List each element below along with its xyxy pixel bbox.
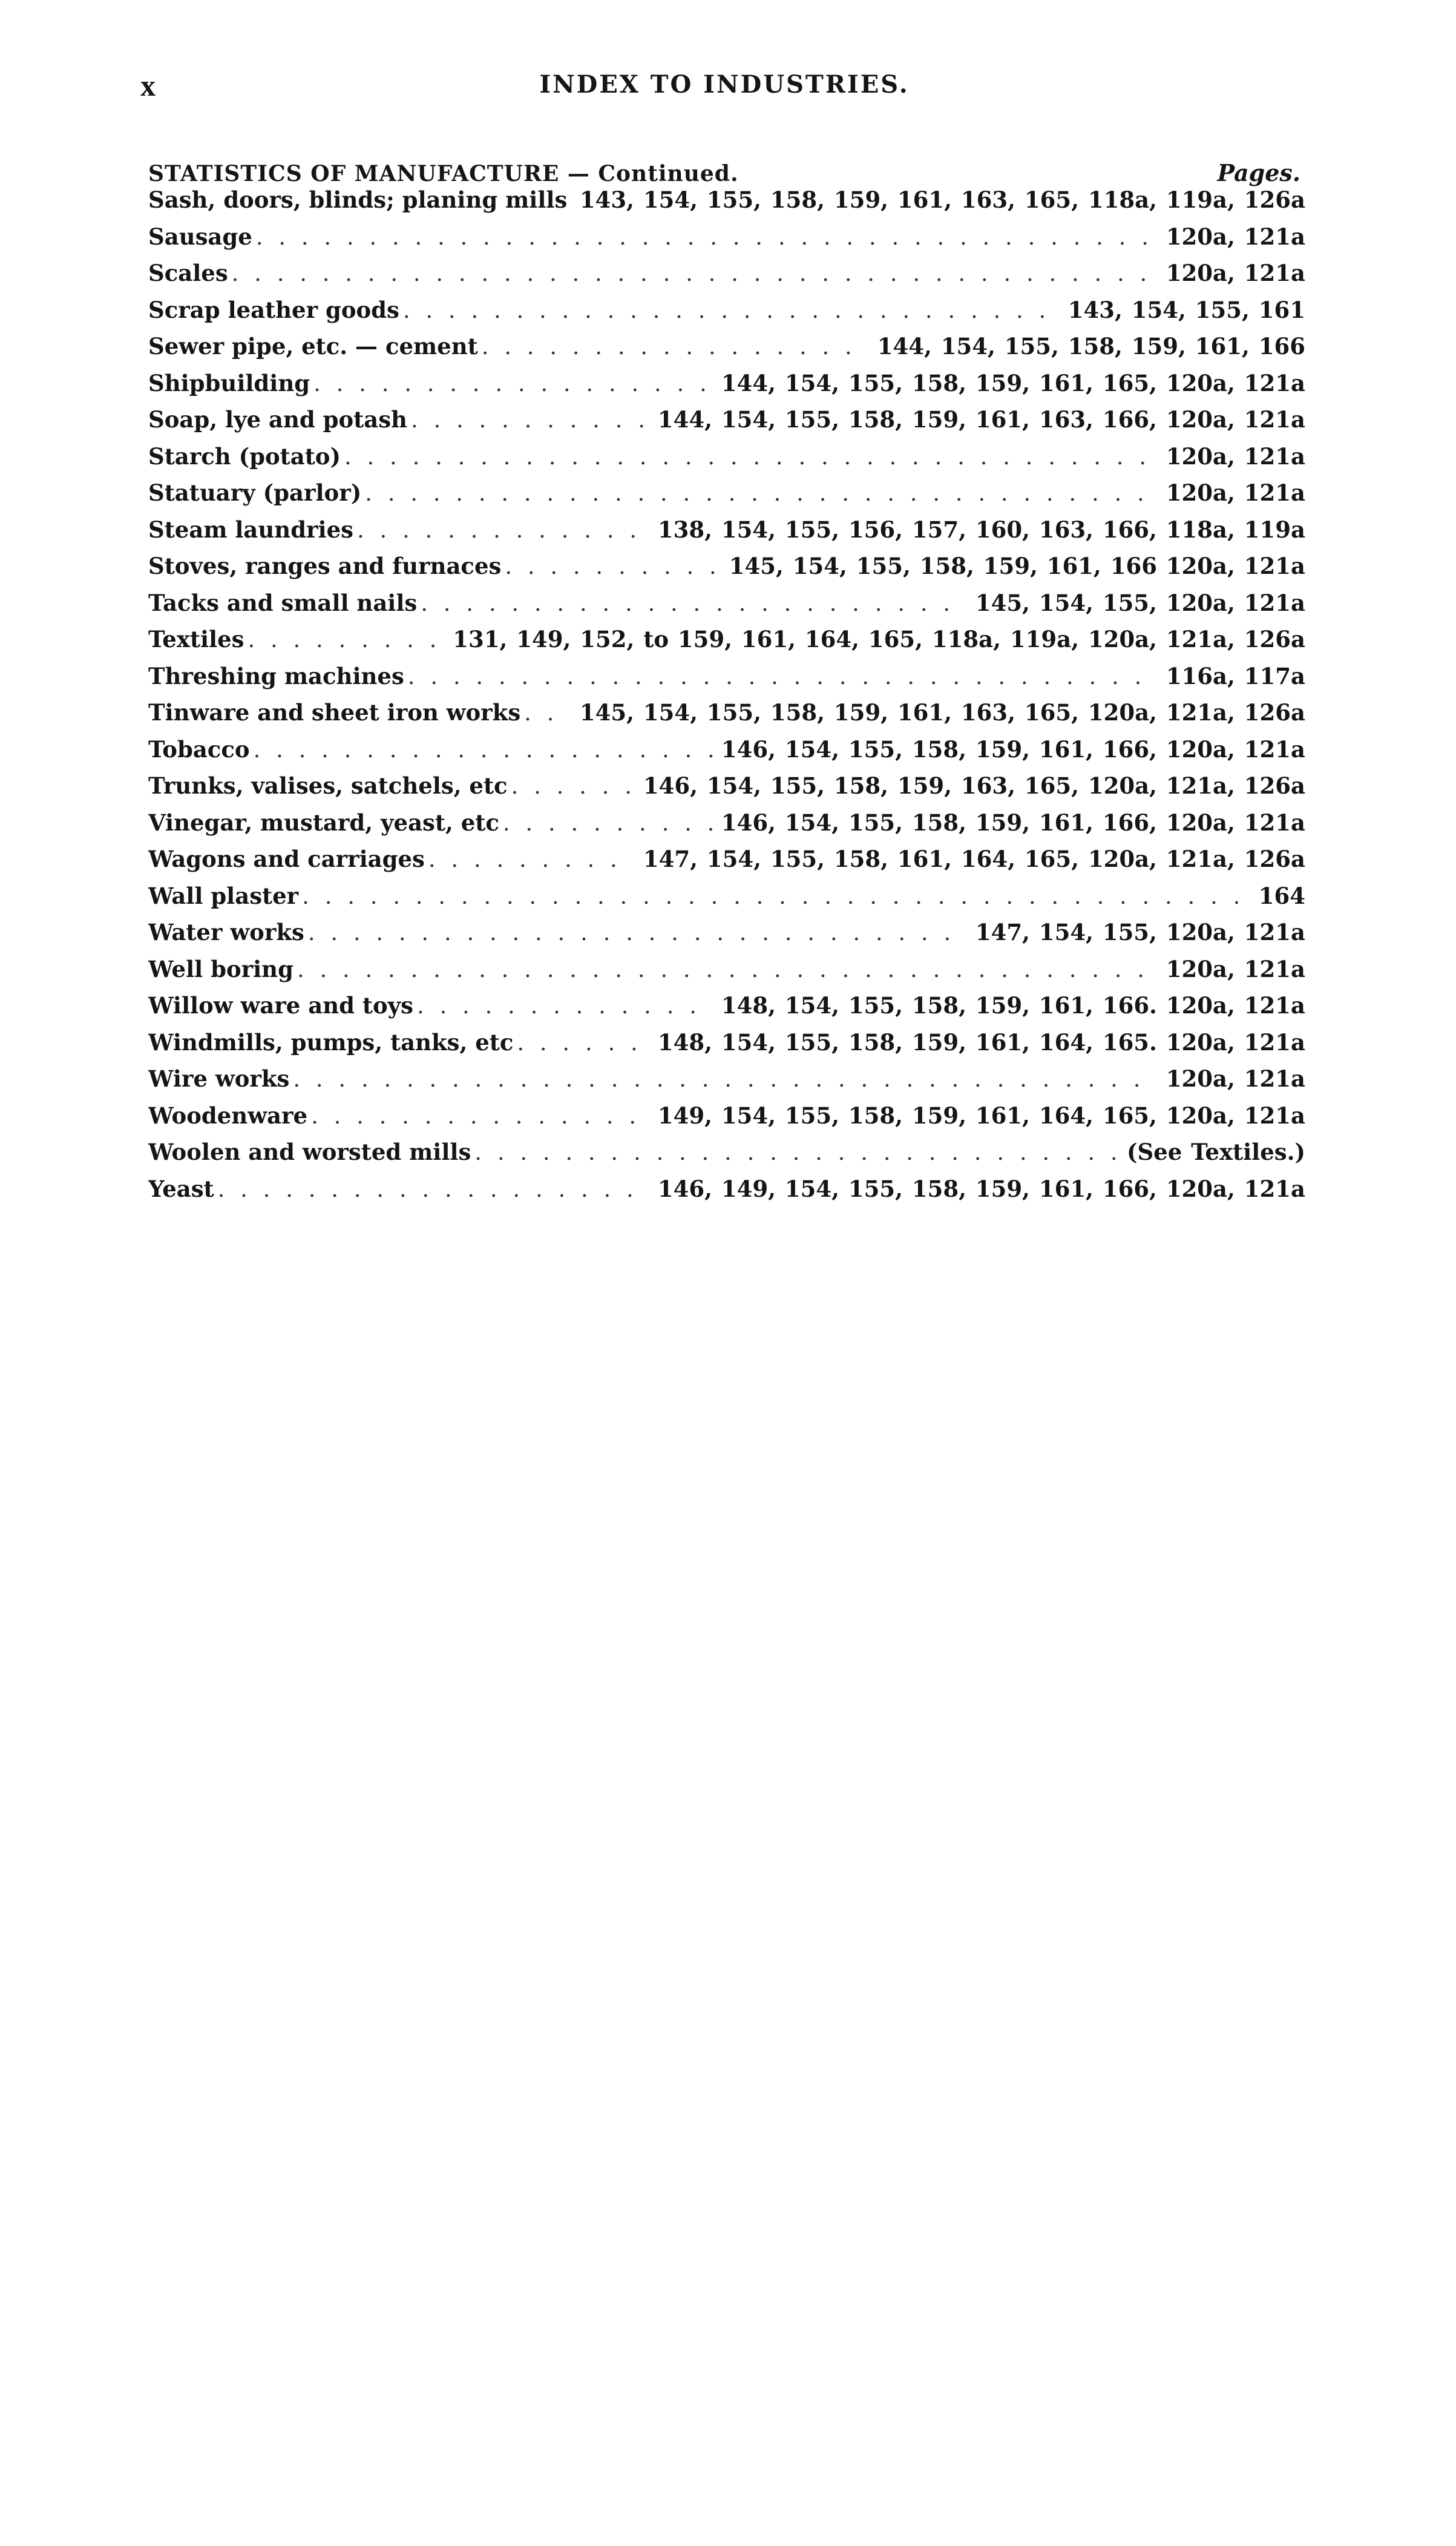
index-entry	[148, 260, 1305, 297]
index-entry	[148, 186, 1305, 223]
index-section	[148, 151, 1305, 1212]
index-entry	[148, 370, 1305, 407]
entry-term: Scrap leather goods	[148, 296, 399, 323]
entry-term: Sausage	[148, 223, 252, 250]
dot-leader	[311, 1103, 649, 1129]
index-entry	[148, 663, 1305, 700]
entry-term: Woolen and worsted mills	[148, 1139, 471, 1165]
entry-term: Sash, doors, blinds; planing mills	[148, 186, 568, 213]
entry-term: Woodenware	[148, 1102, 308, 1129]
entry-term: Wire works	[148, 1065, 290, 1092]
entry-term: Trunks, valises, satchels, etc	[148, 772, 508, 799]
index-entry	[148, 297, 1305, 334]
entry-pages: 143, 154, 155, 161	[1067, 296, 1305, 323]
index-entry	[148, 919, 1305, 956]
entry-pages: 146, 149, 154, 155, 158, 159, 161, 166, 120a, 121a	[657, 1175, 1305, 1202]
dot-leader	[503, 810, 713, 836]
dot-leader	[254, 737, 713, 763]
entry-term: Sewer pipe, etc. — cement	[148, 333, 478, 360]
entry-pages: 144, 154, 155, 158, 159, 161, 163, 166, 120a, 121a	[657, 406, 1305, 433]
index-entry	[148, 1102, 1305, 1139]
entry-term: Willow ware and toys	[148, 992, 413, 1019]
index-entry	[148, 736, 1305, 773]
entry-term: Tobacco	[148, 735, 250, 763]
entry-term: Vinegar, mustard, yeast, etc	[148, 809, 499, 836]
entry-term: Scales	[148, 260, 228, 286]
index-entry	[148, 590, 1305, 627]
entry-term: Water works	[148, 919, 304, 946]
dot-leader	[297, 956, 1158, 982]
index-entry	[148, 516, 1305, 553]
entry-pages: 120a, 121a	[1166, 479, 1305, 506]
index-entry	[148, 443, 1305, 480]
dot-leader	[232, 260, 1158, 286]
index-entry	[148, 1176, 1305, 1212]
entry-pages: 120a, 121a	[1166, 955, 1305, 982]
index-entry	[148, 1029, 1305, 1066]
entry-term: Wall plaster	[148, 882, 299, 909]
entry-pages: 145, 154, 155, 120a, 121a	[975, 589, 1305, 616]
index-entry	[148, 1065, 1305, 1102]
pages-column-label: Pages.	[1217, 159, 1300, 186]
dot-leader	[302, 883, 1250, 909]
entry-term: Starch (potato)	[148, 442, 341, 470]
dot-leader	[505, 553, 720, 579]
index-entry	[148, 479, 1305, 516]
entry-pages: 143, 154, 155, 158, 159, 161, 163, 165, 118a, 119a, 126a	[579, 186, 1305, 213]
entry-pages: 138, 154, 155, 156, 157, 160, 163, 166, 118a, 119a	[657, 516, 1305, 543]
entry-pages: 120a, 121a	[1166, 442, 1305, 470]
index-entry	[148, 883, 1305, 919]
entry-pages: 144, 154, 155, 158, 159, 161, 166	[877, 333, 1305, 360]
entry-pages: 147, 154, 155, 120a, 121a	[975, 919, 1305, 946]
dot-leader	[357, 517, 649, 543]
entry-pages: (See Textiles.)	[1126, 1139, 1305, 1165]
dot-leader	[417, 993, 713, 1019]
index-entry	[148, 772, 1305, 809]
entry-term: Well boring	[148, 955, 293, 982]
dot-leader	[428, 846, 635, 872]
entry-pages: 147, 154, 155, 158, 161, 164, 165, 120a, 121a, 126a	[643, 846, 1305, 872]
dot-leader	[524, 700, 571, 726]
dot-leader	[365, 480, 1158, 506]
index-entry	[148, 1139, 1305, 1176]
entry-pages: 116a, 117a	[1166, 662, 1305, 689]
index-entry	[148, 956, 1305, 993]
index-entry	[148, 809, 1305, 846]
dot-leader	[308, 919, 967, 946]
dot-leader	[511, 773, 635, 799]
dot-leader	[344, 444, 1158, 470]
page-header	[140, 68, 1308, 111]
page-title: INDEX TO INDUSTRIES.	[539, 70, 910, 99]
dot-leader	[517, 1030, 649, 1056]
dot-leader	[403, 297, 1060, 323]
entry-pages: 120a, 121a	[1166, 260, 1305, 286]
index-entry	[148, 626, 1305, 663]
entry-pages: 164	[1258, 882, 1305, 909]
entry-term: Steam laundries	[148, 516, 353, 543]
index-entry	[148, 406, 1305, 443]
entry-term: Statuary (parlor)	[148, 479, 362, 506]
entry-term: Wagons and carriages	[148, 846, 425, 872]
entry-pages: 146, 154, 155, 158, 159, 163, 165, 120a, 121a, 126a	[643, 772, 1305, 799]
entry-pages: 145, 154, 155, 158, 159, 161, 163, 165, 120a, 121a, 126a	[579, 699, 1305, 726]
entry-term: Soap, lye and potash	[148, 406, 407, 433]
dot-leader	[474, 1139, 1118, 1165]
dot-leader	[256, 224, 1158, 250]
section-heading	[148, 151, 1305, 186]
entry-term: Textiles	[148, 626, 244, 653]
entry-term: Windmills, pumps, tanks, etc	[148, 1028, 514, 1056]
dot-leader	[411, 407, 649, 433]
entry-pages: 146, 154, 155, 158, 159, 161, 166, 120a, 121a	[721, 809, 1305, 836]
entry-term: Tacks and small nails	[148, 589, 418, 616]
entry-pages: 148, 154, 155, 158, 159, 161, 164, 165. 120a, 121a	[657, 1028, 1305, 1056]
entry-term: Tinware and sheet iron works	[148, 699, 521, 726]
index-entry	[148, 992, 1305, 1029]
entry-pages: 148, 154, 155, 158, 159, 161, 166. 120a, 121a	[721, 992, 1305, 1019]
entry-pages: 146, 154, 155, 158, 159, 161, 166, 120a, 121a	[721, 735, 1305, 763]
entry-pages: 131, 149, 152, to 159, 161, 164, 165, 118a, 119a, 120a, 121a, 126a	[453, 626, 1305, 653]
dot-leader	[482, 334, 869, 360]
index-entries	[148, 186, 1305, 1212]
index-entry	[148, 553, 1305, 590]
entry-pages: 120a, 121a	[1166, 223, 1305, 250]
dot-leader	[313, 370, 713, 396]
dot-leader	[293, 1066, 1157, 1092]
index-entry	[148, 846, 1305, 883]
index-entry	[148, 699, 1305, 736]
entry-pages: 149, 154, 155, 158, 159, 161, 164, 165, 120a, 121a	[657, 1102, 1305, 1129]
entry-term: Yeast	[148, 1175, 214, 1202]
entry-term: Stoves, ranges and furnaces	[148, 553, 502, 579]
dot-leader	[218, 1176, 649, 1202]
index-entry	[148, 333, 1305, 370]
entry-term: Threshing machines	[148, 662, 404, 689]
dot-leader	[248, 627, 444, 653]
entry-pages: 144, 154, 155, 158, 159, 161, 165, 120a, 121a	[721, 369, 1305, 396]
section-title: STATISTICS OF MANUFACTURE — Continued.	[148, 161, 739, 186]
entry-pages: 120a, 121a	[1166, 1065, 1305, 1092]
dot-leader	[408, 663, 1158, 689]
page-number: x	[140, 68, 156, 102]
dot-leader	[421, 590, 967, 616]
entry-pages: 145, 154, 155, 158, 159, 161, 166 120a, 121a	[729, 553, 1305, 579]
index-entry	[148, 223, 1305, 260]
entry-term: Shipbuilding	[148, 369, 310, 396]
